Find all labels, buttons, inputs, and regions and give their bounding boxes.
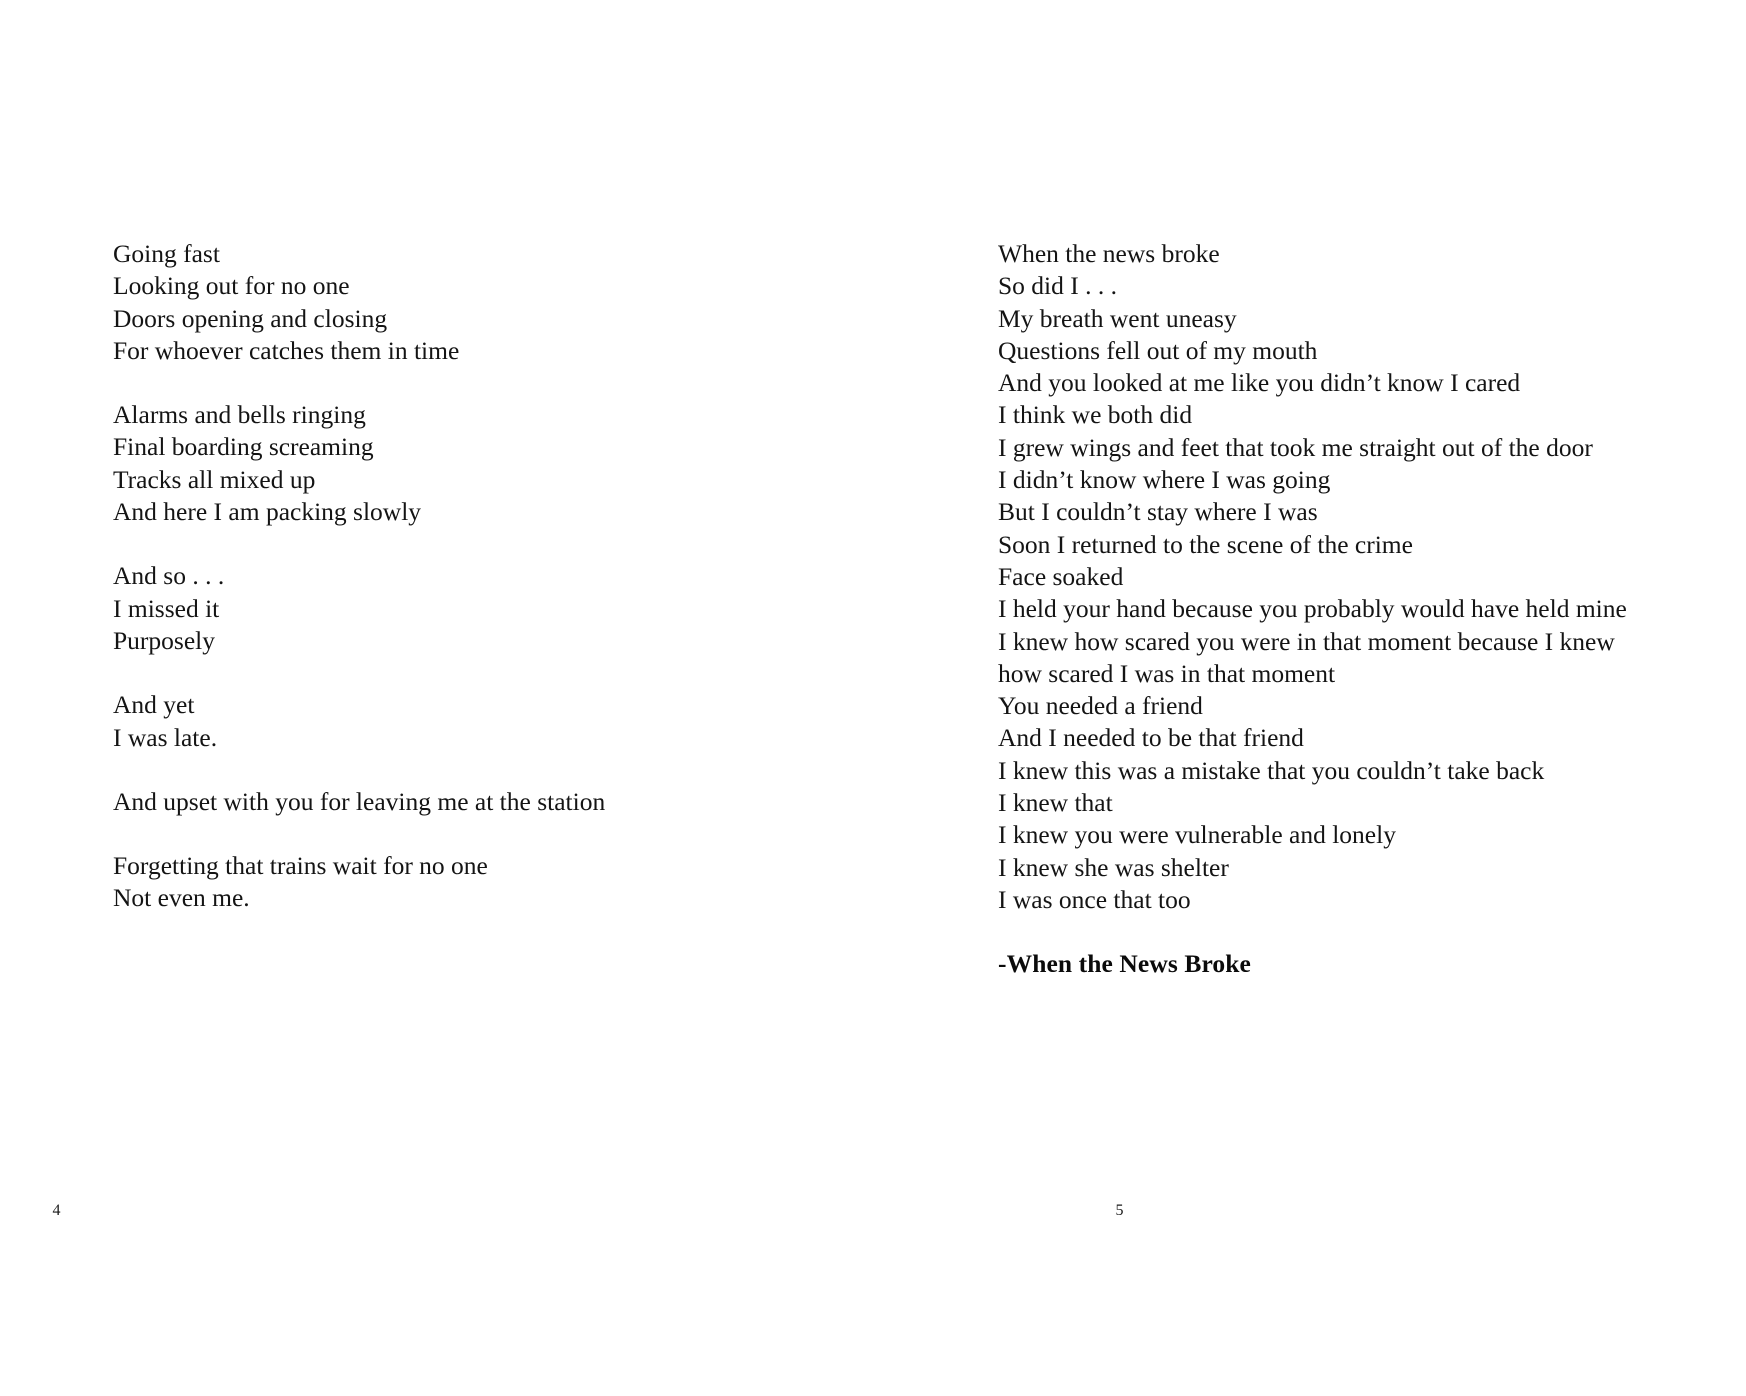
poem-line: Not even me. <box>113 883 250 913</box>
poem-line: And yet <box>113 690 195 720</box>
poem-line: I think we both did <box>998 400 1193 430</box>
poem-line: And so . . . <box>113 561 225 591</box>
poem-title: -When the News Broke <box>998 949 1251 979</box>
stanza <box>113 689 813 754</box>
page-number-left: 4 <box>52 1202 61 1219</box>
poem-line: I was once that too <box>998 884 1191 914</box>
poem-line: I was late. <box>113 722 218 752</box>
poem-line: And upset with you for leaving me at the station <box>113 786 606 816</box>
stanza <box>113 850 813 915</box>
poem-line: So did I . . . <box>998 271 1118 301</box>
page-number-right: 5 <box>1115 1202 1124 1219</box>
poem-line: I knew this was a mistake that you couldn’t take back <box>998 755 1545 785</box>
poem-line: And I needed to be that friend <box>998 723 1304 753</box>
poem-line: Going fast <box>113 239 220 268</box>
left-page-poem-text <box>113 238 813 915</box>
poem-line: And here I am packing slowly <box>113 497 422 527</box>
poem-line: Final boarding screaming <box>113 432 374 462</box>
poem-line: You needed a friend <box>998 691 1203 721</box>
poem-line: I missed it <box>113 593 220 623</box>
poem-line: Face soaked <box>998 561 1124 591</box>
poem-line: My breath went uneasy <box>998 303 1237 333</box>
poem-line: When the news broke <box>998 239 1220 268</box>
stanza <box>113 560 813 657</box>
poem-line: I grew wings and feet that took me straight out of the door <box>998 432 1593 462</box>
poem-line: Purposely <box>113 625 215 655</box>
poem-line: And you looked at me like you didn’t know I cared <box>998 368 1521 398</box>
poem-line: I knew that <box>998 788 1113 818</box>
poem-line: Soon I returned to the scene of the crime <box>998 529 1413 559</box>
poem-line: Questions fell out of my mouth <box>998 335 1318 365</box>
poem-line: I knew she was shelter <box>998 852 1229 882</box>
poem-line: Forgetting that trains wait for no one <box>113 851 488 881</box>
poem-line: But I couldn’t stay where I was <box>998 497 1318 527</box>
poem-line: Doors opening and closing <box>113 303 388 333</box>
poem-line: Alarms and bells ringing <box>113 400 366 430</box>
stanza <box>113 238 813 367</box>
poem-line: I held your hand because you probably would have held mine <box>998 594 1627 624</box>
poem-line: Looking out for no one <box>113 271 350 301</box>
poem-line: For whoever catches them in time <box>113 335 460 365</box>
right-page <box>873 0 1746 1396</box>
poem-line: I knew how scared you were in that moment because I knew how scared I was in that moment <box>998 626 1622 688</box>
poem-line: I didn’t know where I was going <box>998 465 1331 495</box>
stanza <box>998 238 1651 916</box>
poem-line: Tracks all mixed up <box>113 464 316 494</box>
stanza <box>113 399 813 528</box>
right-page-poem-text <box>998 238 1651 981</box>
poem-line: I knew you were vulnerable and lonely <box>998 820 1396 850</box>
stanza <box>113 786 813 818</box>
